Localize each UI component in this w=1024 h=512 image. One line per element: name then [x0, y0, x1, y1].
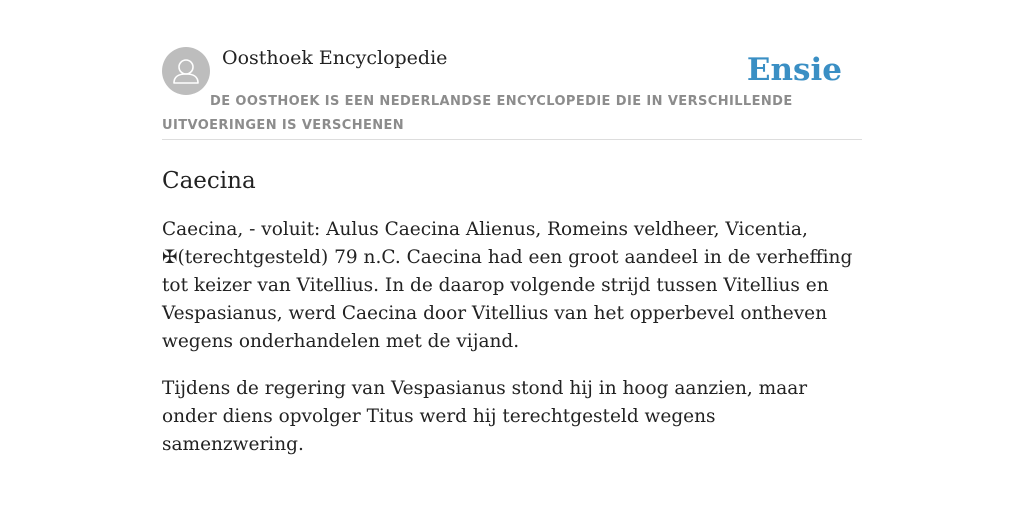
article — [162, 166, 862, 459]
publication-avatar[interactable] — [162, 47, 210, 95]
publication-name[interactable]: Oosthoek Encyclopedie — [222, 47, 448, 69]
brand-logo[interactable]: Ensie — [746, 52, 842, 88]
article-title: Caecina — [162, 168, 256, 194]
publication-header — [162, 47, 862, 140]
user-silhouette-icon — [162, 47, 210, 95]
publication-tagline: DE OOSTHOEK IS EEN NEDERLANDSE ENCYCLOPEDIE DIE IN VERSCHILLENDE UITVOERINGEN IS VERSCHENEN — [162, 94, 793, 133]
article-paragraph: Caecina, - voluit: Aulus Caecina Alienus, Romeins veldheer, Vicentia, ✠(terechtgesteld) 79 n.C. Caecina had een groot aandeel in de verheffing tot keizer van Vitellius. In de daarop volgende strijd tussen Vitellius en Vespasianus, werd Caecina door Vitellius van het opperbevel ontheven wegens onderhandelen met de vijand. — [162, 219, 853, 352]
article-paragraph: Tijdens de regering van Vespasianus stond hij in hoog aanzien, maar onder diens opvolger Titus werd hij terechtgesteld wegens samenzwering. — [162, 378, 808, 455]
page-container — [162, 0, 862, 459]
